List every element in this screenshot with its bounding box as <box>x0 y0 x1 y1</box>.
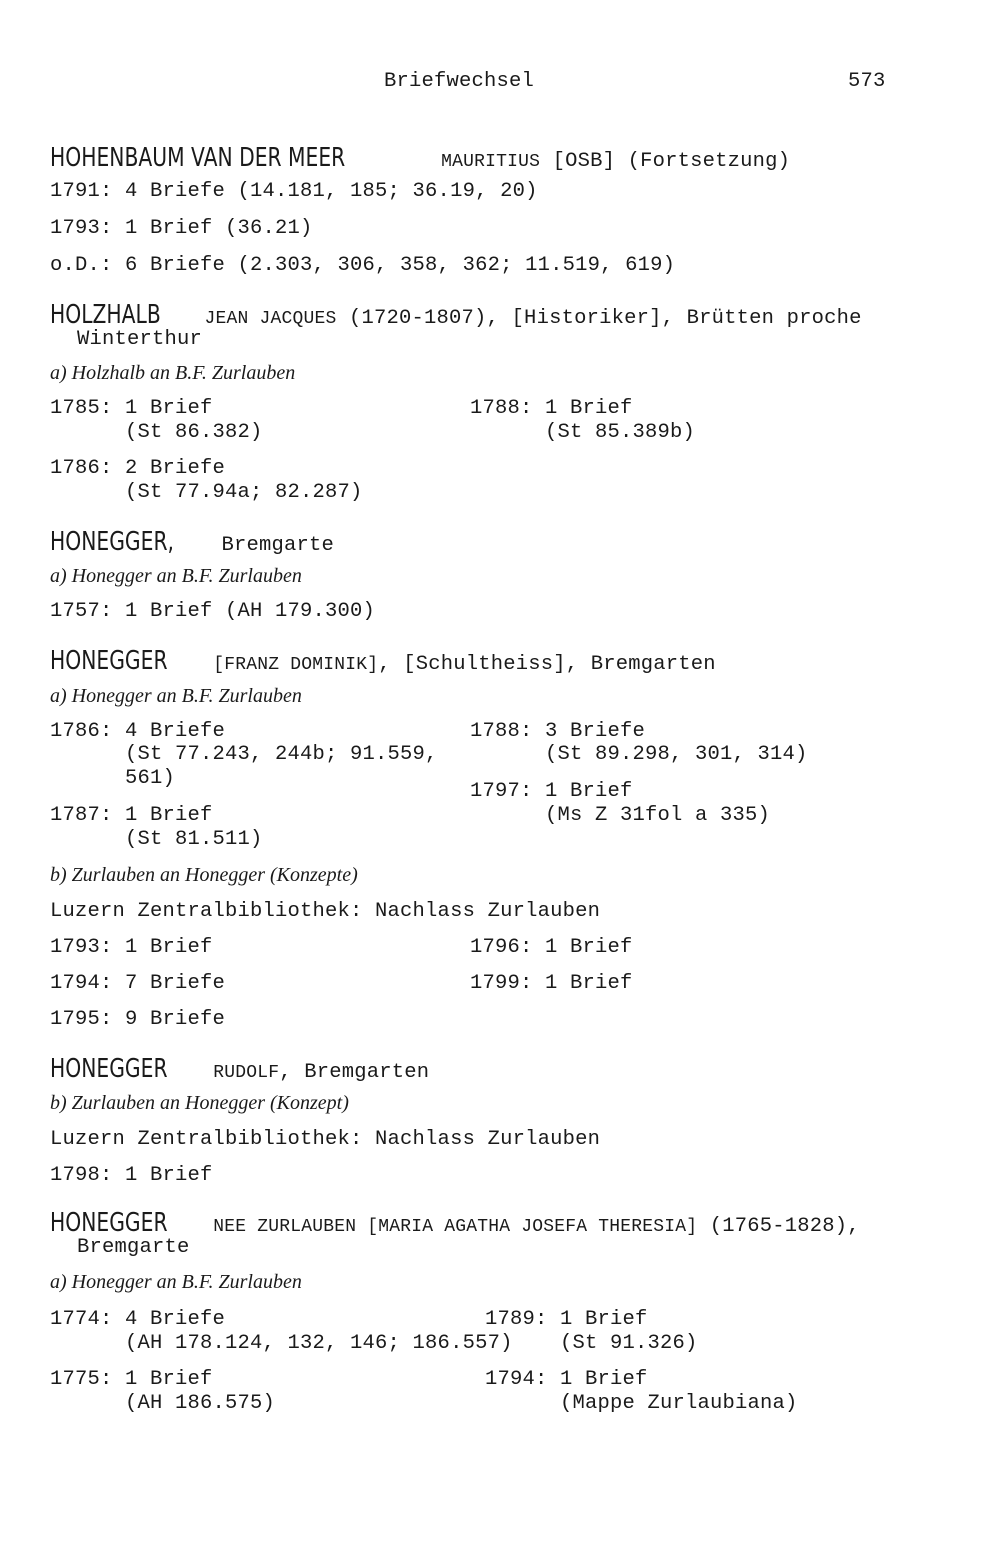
entry-heading-holzhalb <box>50 300 862 330</box>
entry-detail: , [Schultheiss], Bremgarten <box>378 653 716 676</box>
letter-line: o.D.: 6 Briefe (2.303, 306, 358, 362; 11.519, 619) <box>50 254 676 277</box>
letter-line: 1791: 4 Briefe (14.181, 185; 36.19, 20) <box>50 180 538 203</box>
letter-reference: (Mappe Zurlaubiana) <box>485 1392 798 1415</box>
letter-reference: (St 86.382) <box>50 421 263 444</box>
entry-detail: , Bremgarten <box>279 1061 430 1084</box>
letter-reference: (AH 178.124, 132, 146; 186.557) <box>50 1332 513 1355</box>
entry-detail: (1765-1828), <box>697 1215 860 1238</box>
entry-heading-honegger-franz <box>50 646 716 676</box>
letter-line: 1785: 1 Brief <box>50 397 213 420</box>
entry-name: HONEGGER <box>50 646 168 676</box>
section-label: a) Holzhalb an B.F. Zurlauben <box>50 362 296 384</box>
entry-given-name: JEAN JACQUES <box>204 309 337 329</box>
letter-line: 1788: 1 Brief <box>470 397 633 420</box>
letter-line: 1788: 3 Briefe <box>470 720 646 743</box>
letter-reference: (St 77.243, 244b; 91.559, <box>50 743 438 766</box>
entry-heading-honegger-zurlauben <box>50 1208 860 1238</box>
letter-line: 1793: 1 Brief <box>50 936 213 959</box>
entry-heading-honegger-1 <box>50 527 334 557</box>
page-number: 573 <box>848 70 886 93</box>
entry-name: HONEGGER <box>50 1054 168 1084</box>
entry-heading-hohenbaum <box>50 143 790 173</box>
entry-given-name: [FRANZ DOMINIK] <box>213 655 379 675</box>
letter-reference: 561) <box>50 767 176 790</box>
letter-line: 1798: 1 Brief <box>50 1164 213 1187</box>
letter-line: 1757: 1 Brief (AH 179.300) <box>50 600 376 623</box>
letter-reference: (St 89.298, 301, 314) <box>470 743 808 766</box>
section-label: a) Honegger an B.F. Zurlauben <box>50 565 302 587</box>
running-title: Briefwechsel <box>384 70 535 93</box>
entry-heading-honegger-rudolf <box>50 1054 429 1084</box>
letter-reference: (AH 186.575) <box>50 1392 276 1415</box>
letter-line: 1787: 1 Brief <box>50 804 213 827</box>
letter-line: 1789: 1 Brief <box>485 1308 648 1331</box>
letter-line: 1775: 1 Brief <box>50 1368 213 1391</box>
section-label: a) Honegger an B.F. Zurlauben <box>50 1271 302 1293</box>
letter-line: 1795: 9 Briefe <box>50 1008 226 1031</box>
entry-given-name: RUDOLF <box>213 1063 280 1083</box>
letter-line: 1794: 1 Brief <box>485 1368 648 1391</box>
entry-detail: Bremgarte <box>208 534 334 557</box>
letter-reference: (St 77.94a; 82.287) <box>50 481 363 504</box>
letter-line: 1793: 1 Brief (36.21) <box>50 217 313 240</box>
section-label: b) Zurlauben an Honegger (Konzepte) <box>50 864 358 886</box>
letter-reference: (St 81.511) <box>50 828 263 851</box>
entry-detail: (1720-1807), [Historiker], Brütten proche <box>336 307 862 330</box>
letter-line: 1799: 1 Brief <box>470 972 633 995</box>
letter-line: 1786: 2 Briefe <box>50 457 226 480</box>
section-label: b) Zurlauben an Honegger (Konzept) <box>50 1092 349 1114</box>
entry-name: HONEGGER <box>50 1208 168 1238</box>
entry-given-name: NEE ZURLAUBEN [MARIA AGATHA JOSEFA THERESIA] <box>213 1217 698 1237</box>
letter-reference: (St 91.326) <box>485 1332 698 1355</box>
letter-line: 1774: 4 Briefe <box>50 1308 226 1331</box>
letter-line: 1794: 7 Briefe <box>50 972 226 995</box>
entry-name: HONEGGER, <box>50 527 174 557</box>
letter-line: 1796: 1 Brief <box>470 936 633 959</box>
entry-given-name: MAURITIUS <box>441 152 541 172</box>
section-label: a) Honegger an B.F. Zurlauben <box>50 685 302 707</box>
letter-reference: (St 85.389b) <box>470 421 696 444</box>
archive-source: Luzern Zentralbibliothek: Nachlass Zurlauben <box>50 900 601 923</box>
entry-detail: [OSB] (Fortsetzung) <box>540 150 791 173</box>
letter-reference: (Ms Z 31fol a 335) <box>470 804 771 827</box>
entry-heading-continuation: Bremgarte <box>77 1236 190 1259</box>
entry-name: HOLZHALB <box>50 300 161 330</box>
letter-line: 1797: 1 Brief <box>470 780 633 803</box>
letter-line: 1786: 4 Briefe <box>50 720 226 743</box>
archive-source: Luzern Zentralbibliothek: Nachlass Zurlauben <box>50 1128 601 1151</box>
entry-name: HOHENBAUM VAN DER MEER <box>50 143 346 173</box>
entry-heading-continuation: Winterthur <box>77 328 203 351</box>
